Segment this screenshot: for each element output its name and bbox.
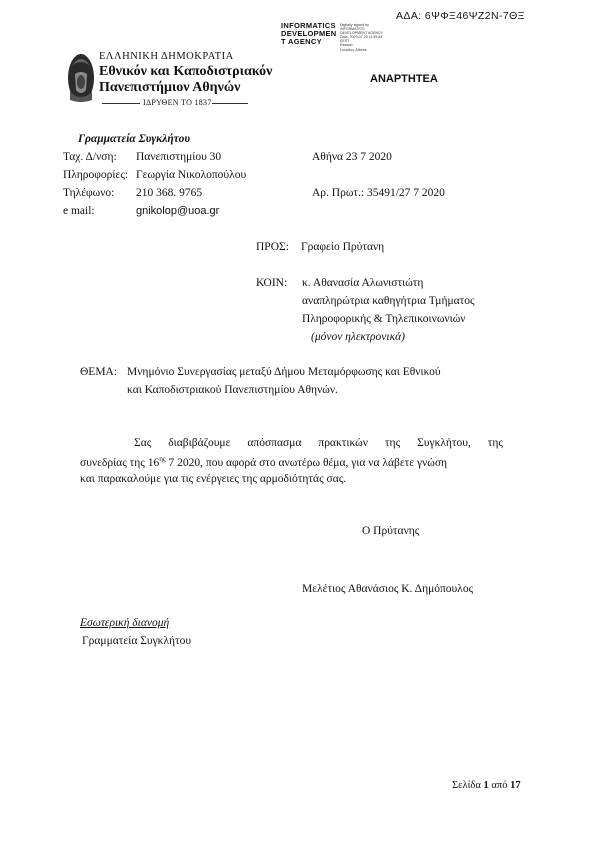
koin-line3: Πληροφορικής & Τηλεπικοινωνιών — [302, 313, 466, 325]
ida-signature-logo — [281, 22, 337, 46]
ida-detail-line: Date: 2020.07.29 11:49:54 — [340, 35, 383, 40]
phone-label: Τηλέφωνο: — [63, 187, 115, 199]
ida-logo-line: INFORMATICS — [281, 21, 336, 30]
logo-republic: ΕΛΛΗΝΙΚΗ ΔΗΜΟΚΡΑΤΙΑ — [99, 51, 234, 62]
signature-name: Μελέτιος Αθανάσιος Κ. Δημόπουλος — [302, 583, 474, 595]
email-label: e mail: — [63, 205, 95, 217]
page-footer-of: από — [491, 780, 508, 791]
ida-detail-line: EEST — [340, 39, 350, 44]
address-label: Ταχ. Δ/νση: — [63, 151, 117, 163]
body-line1: Σας διαβιβάζουμε απόσπασμα πρακτικών της Συγκλήτου, της — [134, 437, 503, 449]
page-footer-label: Σελίδα — [452, 780, 481, 791]
distribution-item: Γραμματεία Συγκλήτου — [82, 635, 192, 647]
phone-value: 210 368. 9765 — [136, 187, 203, 199]
body-line2-end: 7 2020, που αφορά στο ανωτέρω θέμα, για να λάβετε γνώση — [165, 456, 448, 469]
pros-value: Γραφείο Πρύτανη — [301, 241, 385, 253]
ida-detail-line: DEVELOPMENT AGENCY — [340, 31, 384, 36]
page-footer-current: 1 — [483, 780, 489, 791]
anartitea-label: ΑΝΑΡΤΗΤΕΑ — [370, 73, 438, 85]
athena-head-icon — [66, 52, 96, 104]
subject-line1: Μνημόνιο Συνεργασίας μεταξύ Δήμου Μεταμόρφωσης και Εθνικού — [127, 366, 441, 378]
info-value: Γεωργία Νικολοπούλου — [136, 169, 247, 181]
pros-label: ΠΡΟΣ: — [256, 241, 289, 253]
logo-university-name-line1: Εθνικόν και Καποδιστριακόν — [99, 64, 273, 79]
ida-detail-line: Digitally signed by — [340, 23, 369, 27]
ida-signature-details — [340, 23, 383, 52]
logo-university-name-line2: Πανεπιστήμιον Αθηνών — [99, 80, 241, 95]
body-line3: και παρακαλούμε για τις ενέργειες της αρμοδιότητάς σας. — [80, 473, 347, 485]
info-label: Πληροφορίες: — [63, 169, 129, 181]
koin-label: ΚΟΙΝ: — [256, 277, 288, 289]
address-value: Πανεπιστημίου 30 — [136, 151, 222, 163]
ida-detail-line: Reason: — [340, 43, 354, 48]
ida-logo-line: T AGENCY — [281, 37, 322, 46]
koin-line1: κ. Αθανασία Αλωνιστιώτη — [302, 277, 424, 289]
sender-department: Γραμματεία Συγκλήτου — [78, 133, 191, 145]
koin-line2: αναπληρώτρια καθηγήτρια Τμήματος — [302, 295, 475, 307]
distribution-title: Εσωτερική διανομή — [80, 617, 170, 629]
ida-detail-line: Location: Athens — [340, 47, 367, 52]
protocol-number: Αρ. Πρωτ.: 35491/27 7 2020 — [312, 187, 445, 199]
page-footer-total: 17 — [510, 780, 521, 791]
email-value: gnikolop@uoa.gr — [136, 205, 220, 217]
subject-label: ΘΕΜΑ: — [80, 366, 118, 378]
place-date: Αθήνα 23 7 2020 — [312, 151, 392, 163]
body-line2-start: συνεδρίας της 16 — [80, 456, 160, 469]
subject-line2: και Καποδιστριακού Πανεπιστημίου Αθηνών. — [127, 384, 338, 396]
logo-divider-left — [102, 103, 140, 104]
page-footer — [452, 780, 521, 791]
ida-logo-line: DEVELOPMEN — [281, 29, 337, 38]
body-line2 — [80, 455, 447, 469]
body-line2-ordinal: ης — [159, 455, 166, 463]
signature-role: Ο Πρύτανης — [362, 525, 420, 537]
ida-detail-line: INFORMATICS — [340, 27, 365, 32]
logo-divider-right — [212, 103, 248, 104]
ada-code: ΑΔΑ: 6ΨΦΞ46ΨΖ2Ν-7ΘΞ — [396, 10, 525, 22]
koin-line4: (μόνον ηλεκτρονικά) — [311, 331, 405, 343]
logo-established: ΙΔΡΥΘΕΝ ΤΟ 1837 — [143, 98, 212, 107]
